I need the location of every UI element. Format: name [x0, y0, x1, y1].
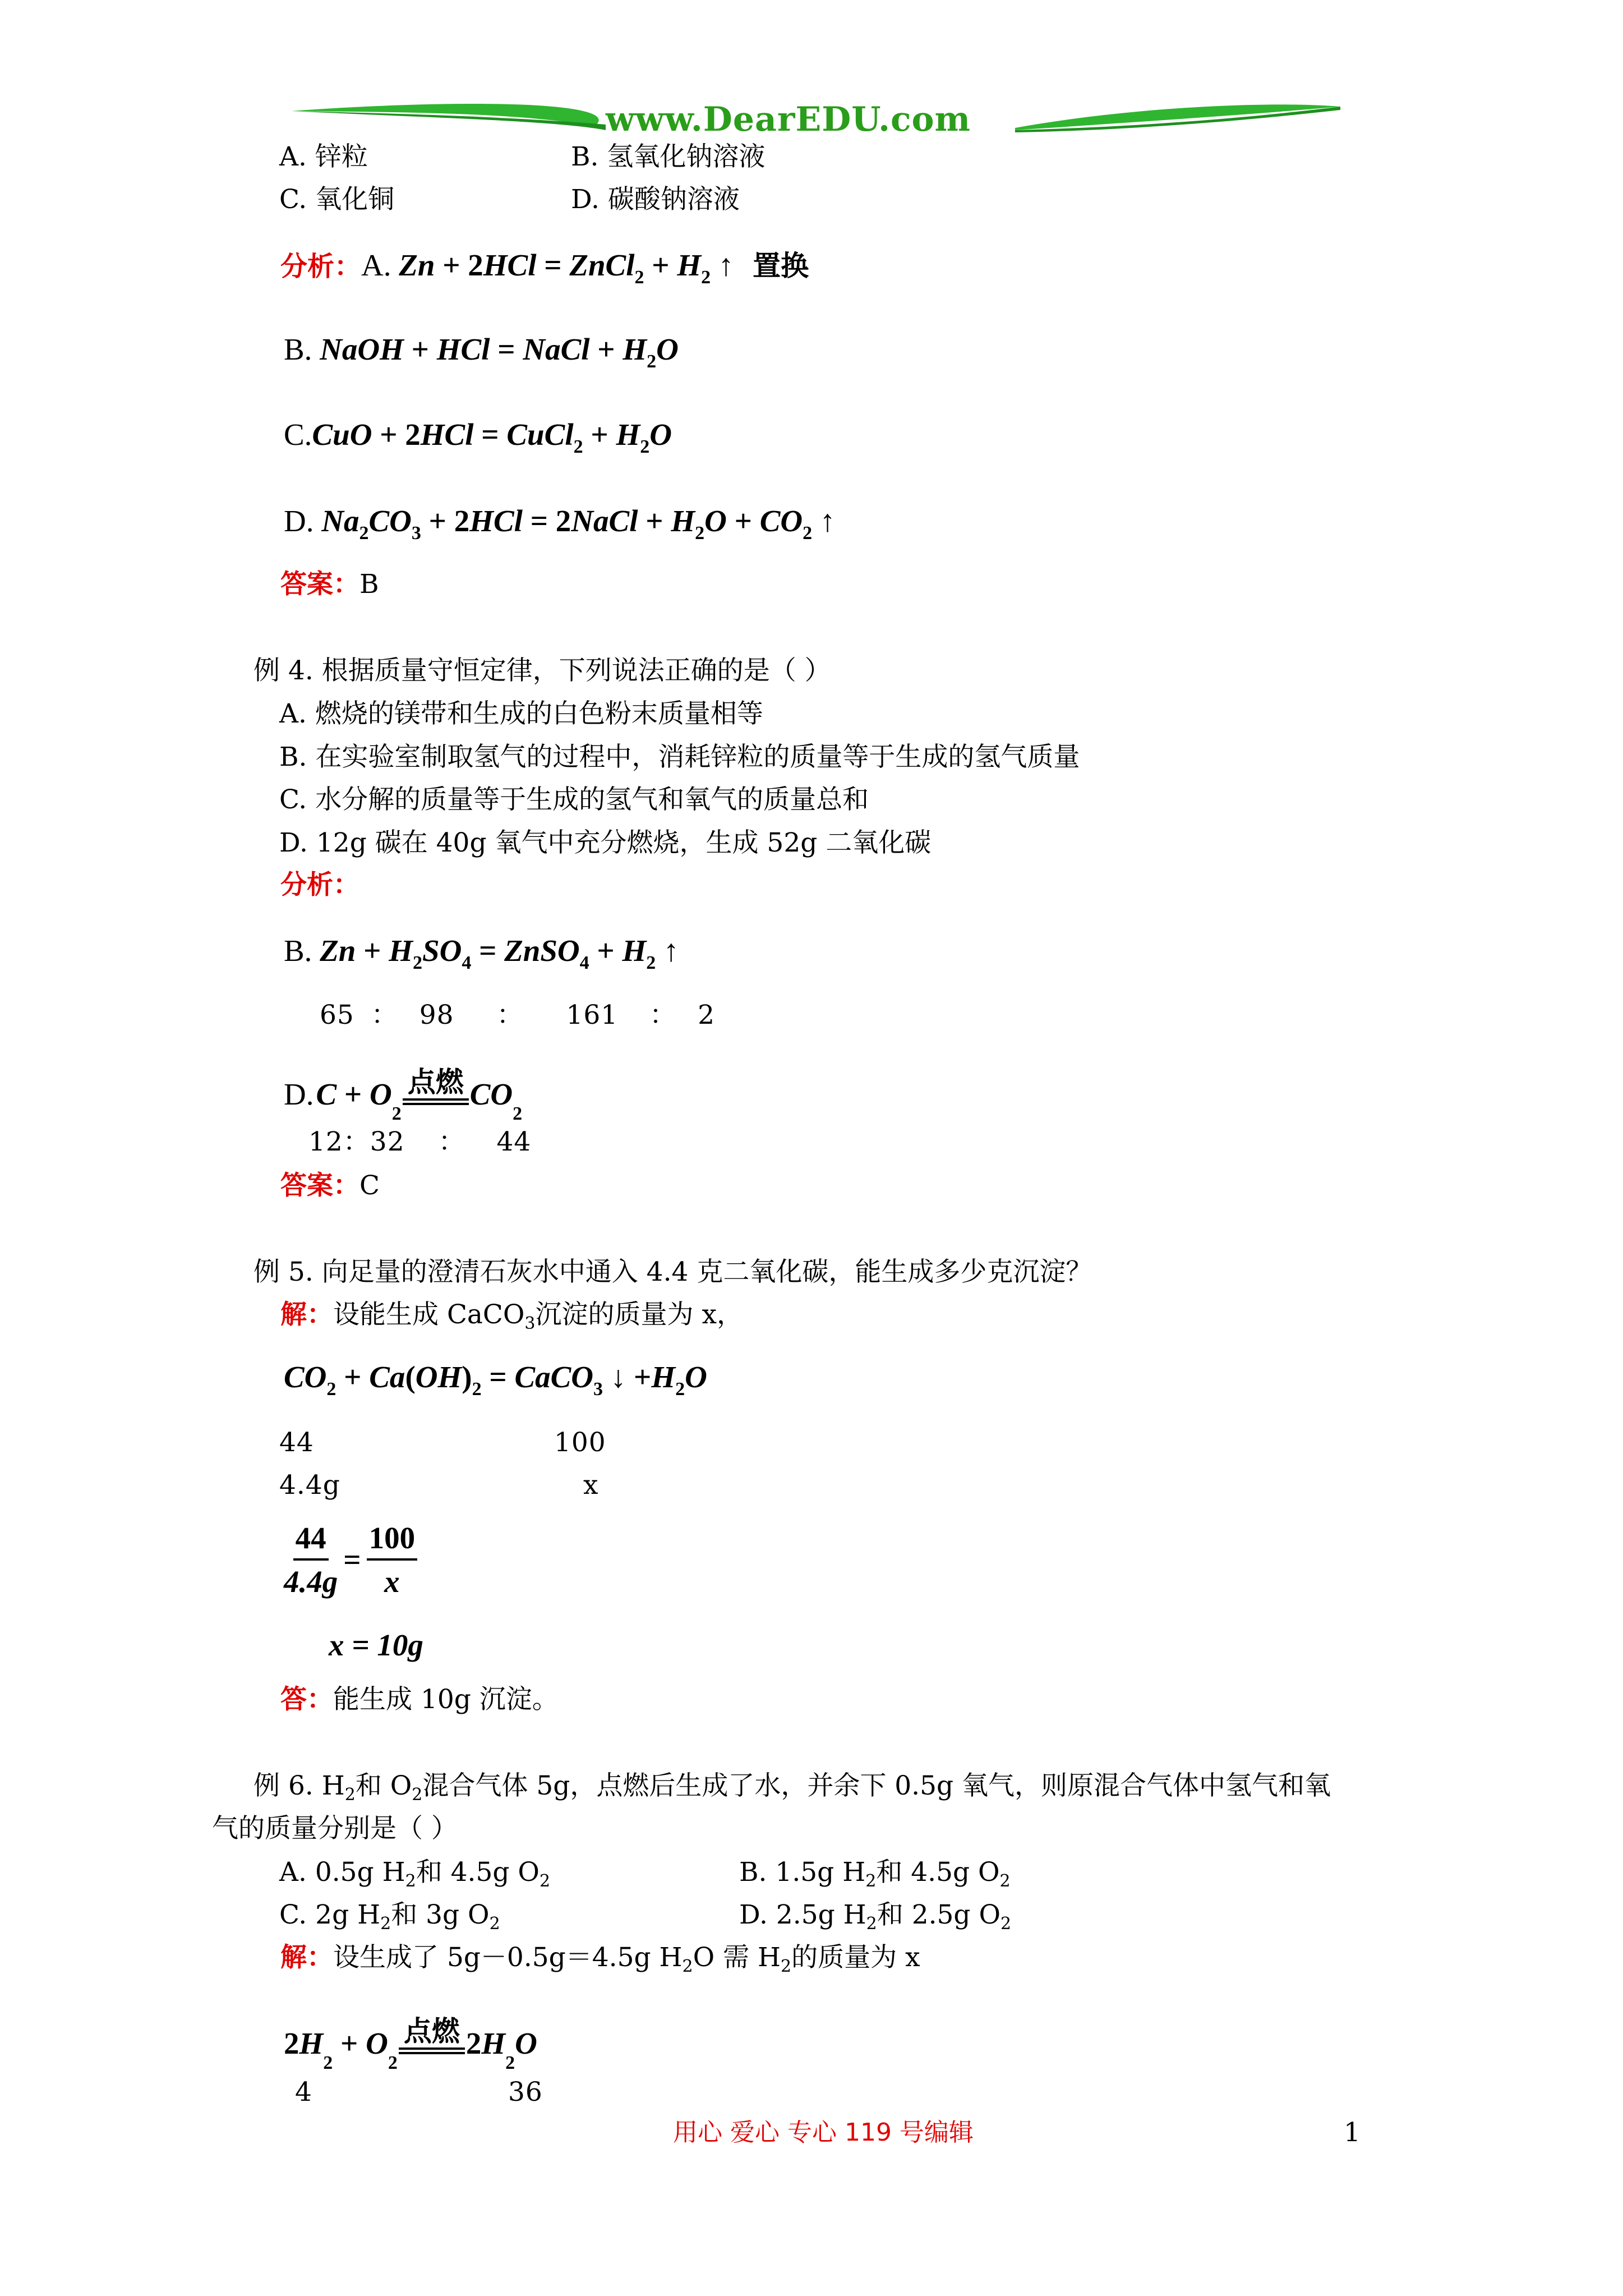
q4-option-a: A. 燃烧的镁带和生成的白色粉末质量相等 [279, 698, 763, 729]
q4-option-d: D. 12g 碳在 40g 氧气中充分燃烧，生成 52g 二氧化碳 [279, 827, 932, 858]
option-prefix: D. [284, 504, 314, 538]
q3-option-b: B. 氢氧化钠溶液 [571, 141, 766, 172]
ratio-value: 98 [419, 1000, 454, 1030]
q4-equation-b: B. $Zn + H_2SO_4$ = ZnSO$_4$ + $H_2$ ↑ [284, 933, 679, 973]
q4-ratio-b [320, 999, 715, 1032]
reaction-condition [403, 1066, 469, 1114]
reaction-condition [399, 2015, 465, 2063]
answer-text: 能生成 10g 沉淀。 [333, 1684, 559, 1715]
q5-solve [280, 1298, 743, 1332]
option-prefix: B. [284, 933, 312, 968]
footer-text: 用心 爱心 专心 119 号编辑 [673, 2118, 974, 2147]
q6-equation: 2 H 2 + O 2 点燃 2 H 2 O [284, 2015, 537, 2073]
q5-equation: $CO_2 + Ca(OH)_2$ = CaCO$_3$ ↓ $+H_2O$ [284, 1360, 707, 1400]
answer-label: 答： [280, 1684, 333, 1715]
ratio-value: 44 [496, 1126, 532, 1157]
answer-value: B [359, 569, 379, 600]
solve-text: 的质量为 x [791, 1942, 920, 1973]
q6-stem [253, 1769, 1331, 1803]
answer-label: 答案： [280, 569, 359, 600]
answer-value: C [359, 1170, 380, 1201]
solve-label: 解： [280, 1942, 333, 1973]
q6-molar-mass-h2: 4 [295, 2077, 312, 2108]
stem-text: 和 O [355, 1770, 412, 1801]
answer-label: 答案： [280, 1170, 359, 1201]
q5-stem: 例 5. 向足量的澄清石灰水中通入 4.4 克二氧化碳，能生成多少克沉淀？ [253, 1257, 1092, 1287]
ratio-separator: ： [371, 1000, 398, 1030]
q6-stem-line2: 气的质量分别是（ ） [212, 1813, 458, 1844]
option-text: 和 2.5g O [877, 1899, 1000, 1930]
q6-option-b [739, 1856, 1011, 1889]
option-prefix: D. [284, 1077, 314, 1111]
fraction-right [367, 1520, 418, 1600]
solve-text: 沉淀的质量为 x， [535, 1299, 743, 1330]
subscript: 2 [1000, 1914, 1012, 1934]
q3-option-a: A. 锌粒 [279, 141, 368, 172]
subscript: 2 [866, 1914, 877, 1934]
q5-unknown: x [583, 1470, 599, 1501]
condition-label: 点燃 [403, 2015, 460, 2047]
double-line [399, 2047, 465, 2054]
solve-text: 设能生成 CaCO [333, 1299, 525, 1330]
option-text: 和 4.5g O [876, 1857, 1000, 1888]
q3-answer [280, 568, 379, 601]
numerator: 100 [367, 1520, 418, 1561]
subscript: 2 [489, 1914, 500, 1934]
ratio-value: 65 [320, 1000, 354, 1030]
stem-text: 混合气体 5g，点燃后生成了水，并余下 0.5g 氧气，则原混合气体中氢气和氧 [422, 1770, 1331, 1801]
option-prefix: A. [361, 248, 391, 282]
subscript: 2 [999, 1871, 1011, 1891]
page-number: 1 [1344, 2117, 1361, 2148]
q6-option-c [279, 1898, 500, 1932]
option-text: A. 0.5g H [279, 1857, 405, 1888]
ratio-value: 12：32 [308, 1126, 405, 1157]
solve-label: 解： [280, 1299, 333, 1330]
q3-equation-d: D. $Na_2CO_3 + 2HCl$ = 2NaCl + $H_2O + CO_2$ ↑ [284, 504, 836, 544]
subscript: 2 [412, 1785, 423, 1805]
ratio-separator: ： [496, 1000, 524, 1030]
condition-label: 点燃 [407, 1066, 464, 1098]
q4-option-c: C. 水分解的质量等于生成的氢气和氧气的质量总和 [279, 784, 869, 815]
q5-molar-mass-co2: 44 [279, 1427, 314, 1458]
q4-analysis-label: 分析： [280, 869, 359, 900]
subscript: 2 [781, 1957, 792, 1976]
subscript: 2 [539, 1871, 551, 1891]
q5-result: x = 10g [329, 1628, 423, 1662]
q4-stem: 例 4. 根据质量守恒定律，下列说法正确的是（ ） [253, 655, 831, 686]
q4-equation-d: D. C + O 2 点燃 CO 2 [284, 1066, 523, 1124]
q3-equation-b: B. NaOH + HCl = NaCl + $H_2O$ [284, 332, 679, 372]
ratio-value: 161 [566, 1000, 619, 1030]
q5-molar-mass-caco3: 100 [554, 1427, 606, 1458]
option-text: C. 2g H [279, 1899, 381, 1930]
q4-ratio-d [308, 1125, 531, 1159]
analysis-label: 分析： [280, 251, 362, 282]
subscript: 2 [344, 1785, 356, 1805]
q6-option-a [279, 1856, 550, 1889]
option-text: B. 1.5g H [739, 1857, 866, 1888]
q6-option-d [739, 1898, 1011, 1932]
double-line [403, 1098, 469, 1105]
q5-proportion: $\frac{44}{4.4g}$ = $\frac{100}{x}$ [284, 1520, 417, 1600]
logo-text: www.DearEDU.com [606, 100, 971, 139]
subscript: 2 [865, 1871, 877, 1891]
subscript: 2 [682, 1957, 693, 1976]
q5-answer [280, 1683, 559, 1717]
fraction-left [284, 1520, 338, 1600]
option-text: 和 4.5g O [416, 1857, 540, 1888]
numerator: 44 [293, 1520, 329, 1561]
q3-option-c: C. 氧化铜 [279, 184, 395, 215]
subscript: 2 [380, 1914, 391, 1934]
option-text: 和 3g O [391, 1899, 490, 1930]
q6-solve [280, 1941, 920, 1975]
q3-equation-c: C.CuO + 2HCl = CuCl$_2$ + $H_2O$ [284, 417, 672, 457]
option-prefix: C. [284, 417, 312, 452]
q6-molar-mass-h2o: 36 [508, 2077, 543, 2108]
option-text: D. 2.5g H [739, 1899, 866, 1930]
option-prefix: B. [284, 332, 312, 366]
q3-option-d: D. 碳酸钠溶液 [571, 184, 740, 215]
solve-text: 设生成了 5g－0.5g＝4.5g H [333, 1942, 683, 1973]
denominator: x [384, 1565, 400, 1599]
q3-analysis-line-a: 分析：A. Zn + 2HCl = ZnCl$_2$ + $H_2$ ↑ 置换 [280, 248, 809, 288]
denominator: 4.4g [284, 1565, 338, 1599]
ratio-value: 2 [698, 1000, 715, 1030]
ratio-separator: ： [649, 1000, 677, 1030]
q4-option-b: B. 在实验室制取氢气的过程中，消耗锌粒的质量等于生成的氢气质量 [279, 742, 1080, 772]
stem-text: 例 6. H [253, 1770, 345, 1801]
subscript: 3 [524, 1314, 536, 1333]
subscript: 2 [405, 1871, 416, 1891]
q4-answer [280, 1169, 380, 1203]
header-logo [292, 95, 1340, 146]
solve-text: O 需 H [693, 1942, 781, 1973]
ratio-separator: ： [438, 1126, 465, 1157]
reaction-type-note: 置换 [753, 250, 809, 282]
q5-given-mass: 4.4g [279, 1470, 340, 1501]
